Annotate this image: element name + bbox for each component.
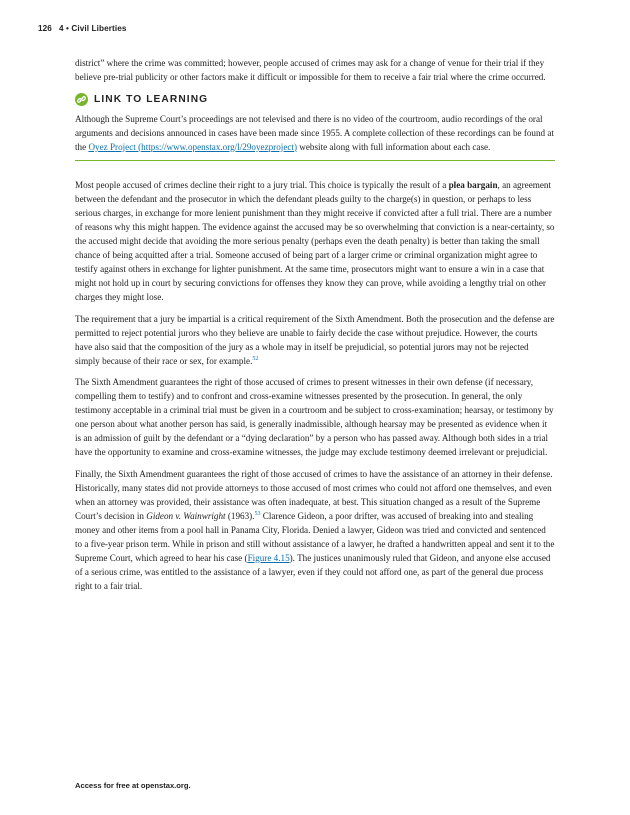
plea-text-after: , an agreement between the defendant and the prosecutor in which the defendant pleads guilty to the charge(s) in question, or perhaps to less serious charges, in exchange for more lenient punishment than they might receive if convicted after a full trial. There are a number of reasons why this might happen. The evidence against the accused may be so overwhelming that conviction is a near-certainty, so the accused might decide that avoiding the more serious penalty (perhaps even the death penalty) is better than taking the small chance of being acquitted after a trial. Someone accused of being part of a larger crime or criminal organization might agree to testify against others in exchange for lighter punishment. At the same time, prosecutors might want to ensure a win in a case that might not hold up in court by securing convictions for offenses they know they can prove, while avoiding a lengthy trial on other charges they might lose. <box>75 180 555 303</box>
running-header <box>38 24 127 33</box>
intro-paragraph: district” where the crime was committed; however, people accused of crimes may ask for a change of venue for their trial if they believe pre-trial publicity or other factors make it difficult or impossible for them to receive a fair trial where the crime occurred. <box>75 58 546 82</box>
counsel-text-4: ). The justices unanimously ruled that Gideon, and anyone else accused of a serious crime, was entitled to the assistance of a lawyer, even if they could not afford one, as part of the general due process right to a fair trial. <box>75 552 551 591</box>
counsel-paragraph <box>75 467 555 593</box>
counsel-text-3: Clarence Gideon, a poor drifter, was accused of breaking into and stealing money and other items from a pool hall in Panama City, Florida. Denied a lawyer, Gideon was tried and convicted and sentenced to a five-year prison term. While in prison and still without assistance of a lawyer, he drafted a handwritten appeal and sent it to the Supreme Court, which agreed to hear his case ( <box>75 510 555 563</box>
chapter-title: 4 • Civil Liberties <box>58 24 127 33</box>
jury-text: The requirement that a jury be impartial is a critical requirement of the Sixth Amendment. Both the prosecution and the defense are permitted to reject potential jurors who they believe are unable to fairly decide the case without prejudice. However, the courts have also said that the composition of the jury as a whole may in itself be prejudicial, so potential jurors may not be rejected simply because of their race or sex, for example. <box>75 313 555 366</box>
figure-4-15-link[interactable]: Figure 4.15 <box>247 552 290 563</box>
page-footer: Access for free at openstax.org. <box>75 781 191 790</box>
counsel-text-1: Finally, the Sixth Amendment guarantees the right of those accused of crimes to have the assistance of an attorney in their defense. Historically, many states did not provide attorneys to those accused of most crimes who could not afford one themselves, and even when an attorney was provided, their assistance was often inadequate, at best. This situation changed as a result of the Supreme Court’s decision in <box>75 468 553 521</box>
feature-text <box>75 112 555 154</box>
page-number: 126 <box>38 24 52 33</box>
link-to-learning-box <box>75 92 555 162</box>
footnote-53[interactable]: 53 <box>254 510 261 517</box>
plea-bargain-paragraph <box>75 178 555 304</box>
key-term-plea-bargain: plea bargain <box>448 180 498 191</box>
plea-text-before: Most people accused of crimes decline their right to a jury trial. This choice is typically the result of a <box>75 180 449 191</box>
counsel-text-2: (1963). <box>225 510 255 521</box>
feature-text-before: Although the Supreme Court’s proceedings are not televised and there is no video of the courtroom, audio recordings of the oral arguments and decisions announced in cases have been made since 1955. A complete collection of these recordings can be found at the <box>75 113 554 152</box>
feature-text-after: website along with full information about each case. <box>297 141 491 152</box>
link-icon <box>75 93 88 106</box>
feature-title: LINK TO LEARNING <box>94 93 209 105</box>
footnote-52[interactable]: 52 <box>252 355 259 362</box>
feature-header <box>75 92 555 108</box>
witnesses-paragraph: The Sixth Amendment guarantees the right of those accused of crimes to present witnesses in their own defense (if necessary, compelling them to testify) and to confront and cross-examine witnesses presented by the prosecution. In general, the only testimony acceptable in a criminal trial must be given in a courtroom and be subject to cross-examination; hearsay, or testimony by one person about what another person has said, is generally inadmissible, although hearsay may be presented as evidence when it is an admission of guilt by the defendant or a “dying declaration” by a person who has passed away. Although both sides in a trial have the opportunity to examine and cross-examine witnesses, the judge may exclude testimony deemed irrelevant or prejudicial. <box>75 377 554 458</box>
jury-paragraph <box>75 312 555 368</box>
oyez-project-link[interactable]: Oyez Project (https://www.openstax.org/l/29oyezproject) <box>88 141 297 152</box>
case-name: Gideon v. Wainwright <box>146 510 226 521</box>
page-content <box>75 56 555 600</box>
feature-divider <box>75 160 555 162</box>
